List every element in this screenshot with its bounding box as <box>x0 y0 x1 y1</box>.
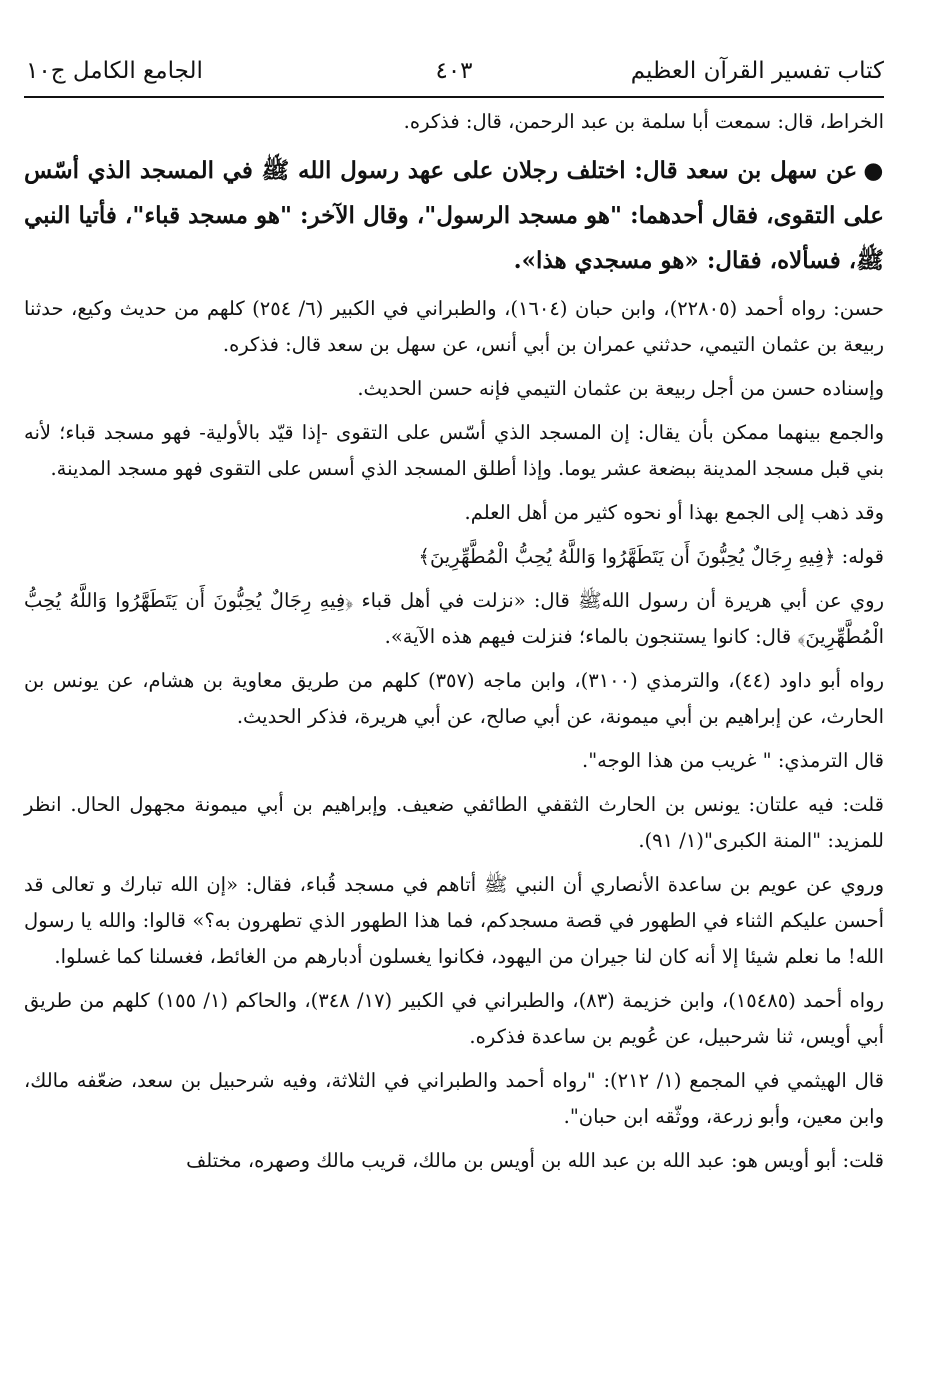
running-header <box>24 48 884 98</box>
paragraph: قلت: أبو أويس هو: عبد الله بن عبد الله بن أويس بن مالك، قريب مالك وصهره، مختلف <box>186 1149 884 1172</box>
paragraph: حسن: رواه أحمد (٢٢٨٠٥)، وابن حبان (١٦٠٤)، والطبراني في الكبير (٦/ ٢٥٤) كلهم من حديث وكيع، حدثنا ربيعة بن عثمان التيمي، حدثني عمران بن أبي أنس، عن سهل بن سعد قال: فذكره. <box>24 297 884 356</box>
paragraph: الخراط، قال: سمعت أبا سلمة بن عبد الرحمن، قال: فذكره. <box>403 110 884 133</box>
paragraph: قلت: فيه علتان: يونس بن الحارث الثقفي الطائفي ضعيف. وإبراهيم بن أبي ميمونة مجهول الحال. انظر للمزيد: "المنة الكبرى"(١/ ٩١). <box>24 793 884 852</box>
page-number: ٤٠٣ <box>435 58 473 84</box>
hadith-body: عن سهل بن سعد قال: اختلف رجلان على عهد رسول الله ﷺ في المسجد الذي أسّس على التقوى، فقال أحدهما: "هو مسجد الرسول"، وقال الآخر: "هو مسجد قباء"، فأتيا النبي ﷺ، فسألاه، فقال: «هو مسجدي هذا». <box>24 157 884 274</box>
bullet-icon: ● <box>863 157 884 184</box>
page-body <box>24 98 884 1179</box>
book-title: كتاب تفسير القرآن العظيم <box>630 58 884 84</box>
paragraph: وإسناده حسن من أجل ربيعة بن عثمان التيمي فإنه حسن الحديث. <box>357 377 884 400</box>
paragraph: قال الهيثمي في المجمع (١/ ٢١٢): "رواه أحمد والطبراني في الثلاثة، وفيه شرحبيل بن سعد، ضعّفه مالك، وابن معين، وأبو زرعة، ووثّقه ابن حبان". <box>24 1069 884 1128</box>
paragraph: روي عن أبي هريرة أن رسول اللهﷺ قال: «نزلت في أهل قباء ﴿فِيهِ رِجَالٌ يُحِبُّونَ أَن يَتَطَهَّرُوا وَاللَّهُ يُحِبُّ الْمُطَّهِّرِينَ﴾ قال: كانوا يستنجون بالماء؛ فنزلت فيهم هذه الآية». <box>24 589 884 648</box>
hadith-text <box>24 148 884 283</box>
paragraph: وروي عن عويم بن ساعدة الأنصاري أن النبي ﷺ أتاهم في مسجد قُباء، فقال: «إن الله تبارك و تعالى قد أحسن عليكم الثناء في الطهور في قصة مسجدكم، فما هذا الطهور الذي تطهرون به؟» قالوا: والله يا رسول الله! ما نعلم شيئا إلا أنه كان لنا جيران من اليهود، فكانوا يغسلون أدبارهم من الغائط، فغسلنا كما غسلوا. <box>24 873 884 968</box>
paragraph: رواه أبو داود (٤٤)، والترمذي (٣١٠٠)، وابن ماجه (٣٥٧) كلهم من طريق معاوية بن هشام، عن يونس بن الحارث، عن إبراهيم بن أبي ميمونة، عن أبي صالح، عن أبي هريرة، فذكر الحديث. <box>24 669 884 728</box>
paragraph: رواه أحمد (١٥٤٨٥)، وابن خزيمة (٨٣)، والطبراني في الكبير (١٧/ ٣٤٨)، والحاكم (١/ ١٥٥) كلهم من طريق أبي أويس، ثنا شرحبيل، عن عُويم بن ساعدة فذكره. <box>24 989 884 1048</box>
quran-verse: قوله: ﴿فِيهِ رِجَالٌ يُحِبُّونَ أَن يَتَطَهَّرُوا وَاللَّهُ يُحِبُّ الْمُطَّهِّرِينَ﴾ <box>418 545 884 568</box>
paragraph: وقد ذهب إلى الجمع بهذا أو نحوه كثير من أهل العلم. <box>464 501 884 524</box>
volume-title: الجامع الكامل ج١٠ <box>26 58 203 84</box>
paragraph: قال الترمذي: " غريب من هذا الوجه". <box>582 749 884 772</box>
paragraph: والجمع بينهما ممكن بأن يقال: إن المسجد الذي أسّس على التقوى -إذا قيّد بالأولية- فهو مسجد قباء؛ لأنه بني قبل مسجد المدينة ببضعة عشر يوما. وإذا أطلق المسجد الذي أسس على التقوى فهو مسجد المدينة. <box>24 421 884 480</box>
